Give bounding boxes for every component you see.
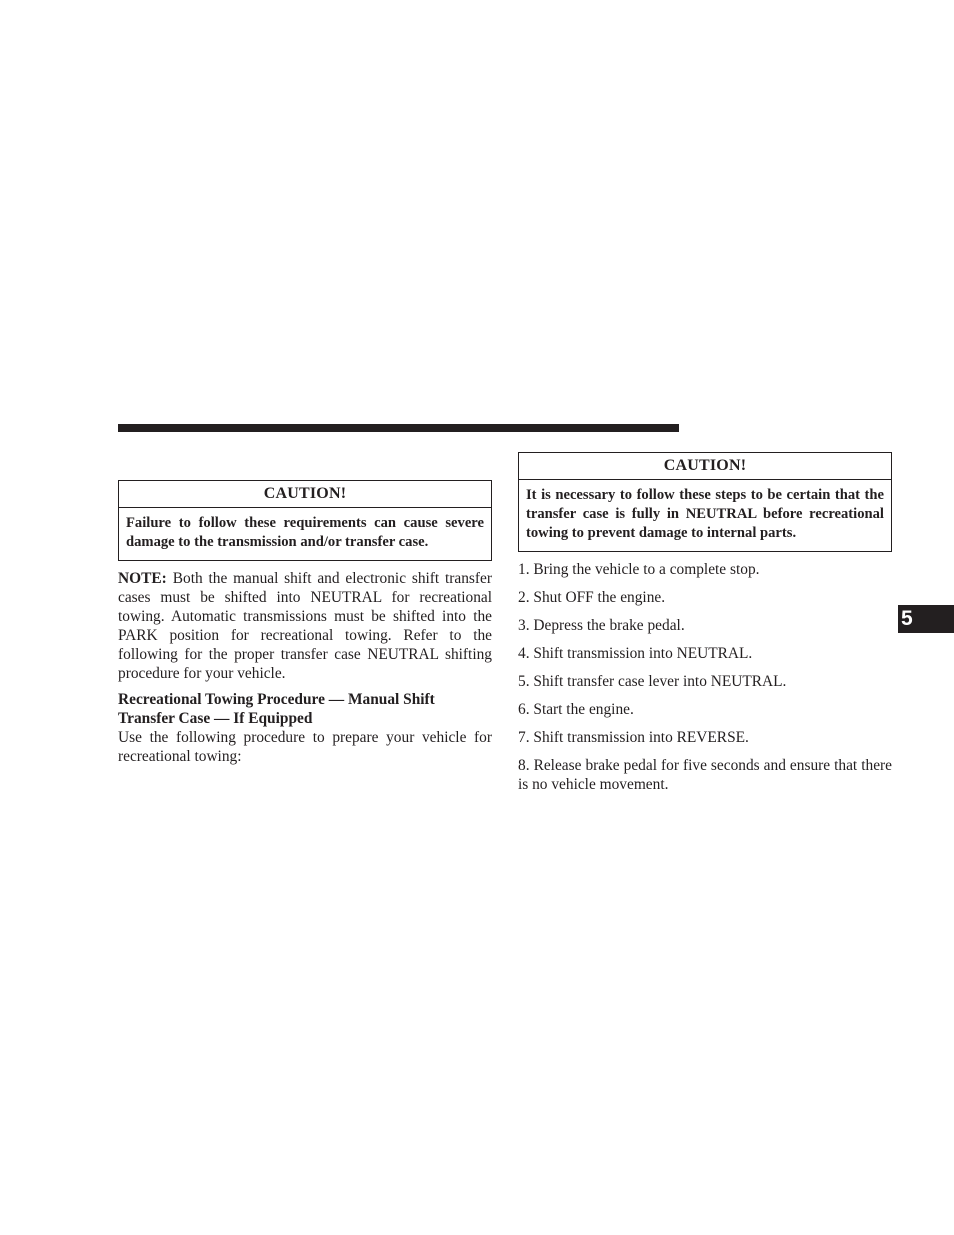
procedure-step: 7. Shift transmission into REVERSE.	[518, 729, 749, 746]
caution-title: CAUTION!	[519, 453, 891, 480]
caution-body: It is necessary to follow these steps to be certain that the transfer case is fully in NEUTRAL before recreational towing to prevent damage to internal parts.	[526, 487, 884, 542]
note-text: Both the manual shift and electronic shift transfer cases must be shifted into NEUTRAL for recreational towing. Automatic transmissions must be shifted into the PARK position for recreational towing. Refer to the following for the proper transfer case NEUTRAL shifting procedure for your vehicle.	[118, 570, 492, 682]
procedure-step: 1. Bring the vehicle to a complete stop.	[518, 561, 760, 578]
procedure-step: 5. Shift transfer case lever into NEUTRAL.	[518, 673, 787, 690]
procedure-step: 2. Shut OFF the engine.	[518, 589, 666, 606]
procedure-intro: Use the following procedure to prepare your vehicle for recreational towing:	[118, 729, 492, 765]
procedure-step: 8. Release brake pedal for five seconds and ensure that there is no vehicle movement.	[518, 757, 892, 793]
procedure-step: 4. Shift transmission into NEUTRAL.	[518, 645, 753, 662]
caution-body: Failure to follow these requirements can cause severe damage to the transmission and/or transfer case.	[126, 515, 484, 551]
procedure-step: 6. Start the engine.	[518, 701, 634, 718]
note-paragraph	[118, 569, 492, 683]
procedure-step: 3. Depress the brake pedal.	[518, 617, 685, 634]
caution-box-neutral-steps	[518, 452, 892, 552]
caution-title: CAUTION!	[119, 481, 491, 508]
procedure-steps-list	[518, 560, 892, 803]
note-label: NOTE:	[118, 570, 167, 587]
procedure-heading: Recreational Towing Procedure — Manual Shift Transfer Case — If Equipped	[118, 691, 435, 727]
caution-box-transmission-damage	[118, 480, 492, 561]
section-rule-bar	[118, 424, 679, 432]
chapter-tab: 5	[898, 605, 954, 633]
